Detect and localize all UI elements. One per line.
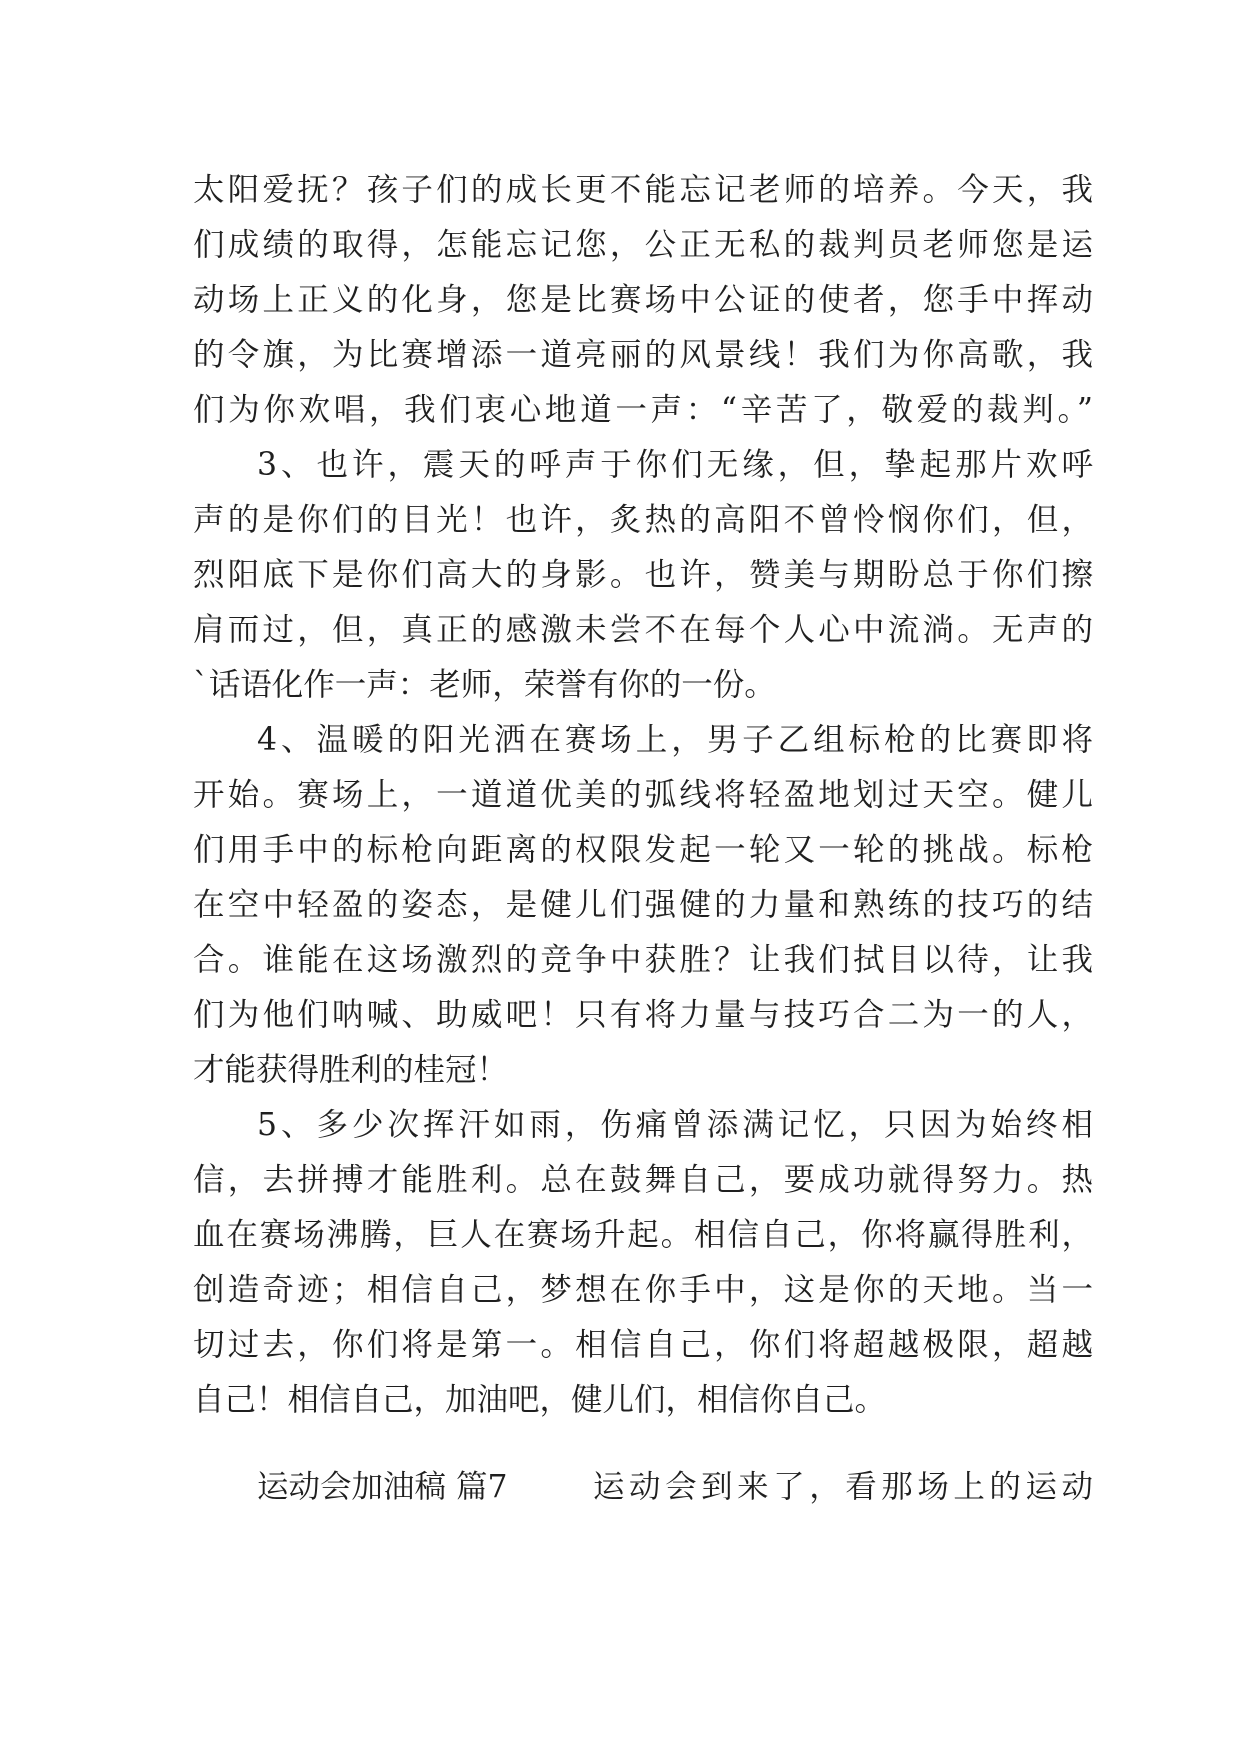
text-line: 肩而过，但，真正的感激未尝不在每个人心中流淌。无声的 bbox=[193, 612, 1093, 648]
text-line: `话语化作一声：老师，荣誉有你的一份。 bbox=[193, 667, 776, 703]
text-line: 在空中轻盈的姿态，是健儿们强健的力量和熟练的技巧的结 bbox=[193, 887, 1093, 923]
text-line: 们成绩的取得，怎能忘记您，公正无私的裁判员老师您是运 bbox=[193, 227, 1093, 263]
text-line: 们为他们呐喊、助威吧！只有将力量与技巧合二为一的人， bbox=[193, 997, 1093, 1033]
text-line: 合。谁能在这场激烈的竞争中获胜？让我们拭目以待，让我 bbox=[193, 942, 1093, 978]
text-line: 动场上正义的化身，您是比赛场中公证的使者，您手中挥动 bbox=[193, 282, 1093, 318]
paragraph-4-first-line: 4、温暖的阳光洒在赛场上，男子乙组标枪的比赛即将 bbox=[257, 722, 1093, 758]
text-line: 切过去，你们将是第一。相信自己，你们将超越极限，超越 bbox=[193, 1327, 1093, 1363]
text-line: 烈阳底下是你们高大的身影。也许，赞美与期盼总于你们擦 bbox=[193, 557, 1093, 593]
text-line: 的令旗，为比赛增添一道亮丽的风景线！我们为你高歌，我 bbox=[193, 337, 1093, 373]
section-title: 运动会加油稿 篇7 bbox=[257, 1469, 508, 1505]
text-line: 声的是你们的目光！也许，炙热的高阳不曾怜悯你们，但， bbox=[193, 502, 1093, 538]
text-line: 创造奇迹；相信自己，梦想在你手中，这是你的天地。当一 bbox=[193, 1272, 1093, 1308]
text-line: 们用手中的标枪向距离的权限发起一轮又一轮的挑战。标枪 bbox=[193, 832, 1093, 868]
paragraph-5-first-line: 5、多少次挥汗如雨，伤痛曾添满记忆，只因为始终相 bbox=[257, 1107, 1093, 1143]
text-line: 信，去拼搏才能胜利。总在鼓舞自己，要成功就得努力。热 bbox=[193, 1162, 1093, 1198]
text-line: 自己！相信自己，加油吧，健儿们，相信你自己。 bbox=[193, 1382, 887, 1418]
text-line: 太阳爱抚？孩子们的成长更不能忘记老师的培养。今天，我 bbox=[193, 172, 1093, 208]
section-heading-line bbox=[257, 1459, 1093, 1515]
text-line: 血在赛场沸腾，巨人在赛场升起。相信自己，你将赢得胜利， bbox=[193, 1217, 1093, 1253]
section-continuation-text: 运动会到来了，看那场上的运动 bbox=[593, 1469, 1093, 1505]
text-line: 才能获得胜利的桂冠！ bbox=[193, 1052, 509, 1088]
paragraph-3-first-line: 3、也许，震天的呼声于你们无缘，但，挚起那片欢呼 bbox=[257, 447, 1093, 483]
text-line: 开始。赛场上，一道道优美的弧线将轻盈地划过天空。健儿 bbox=[193, 777, 1093, 813]
text-line: 们为你欢唱，我们衷心地道一声：“辛苦了，敬爱的裁判。” bbox=[193, 392, 1093, 428]
